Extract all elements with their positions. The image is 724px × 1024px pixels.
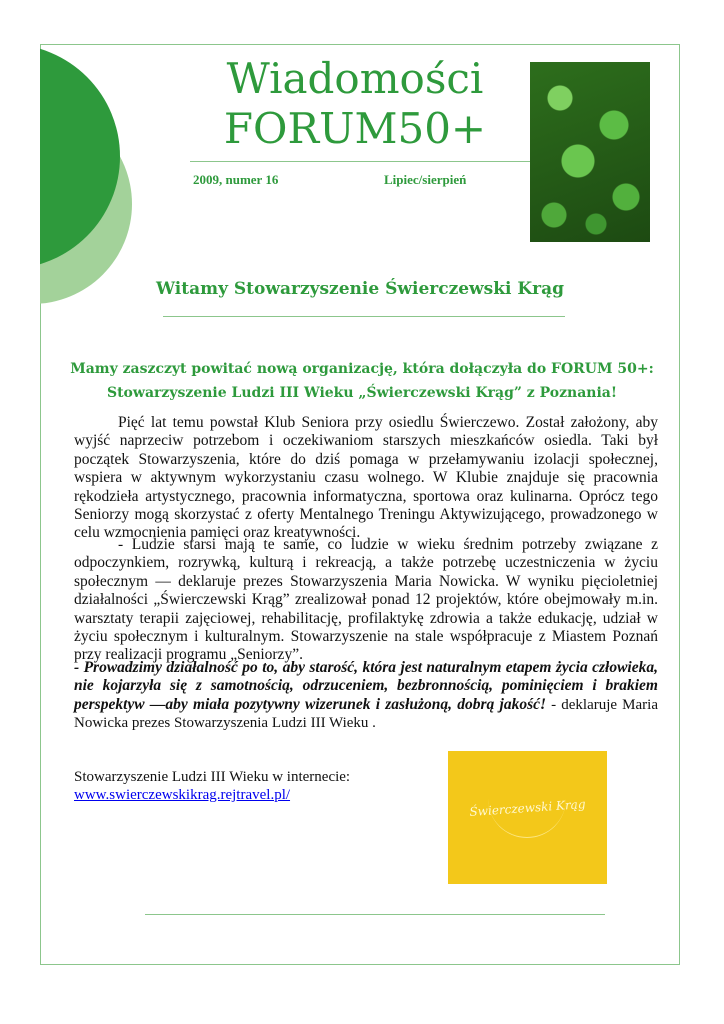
website-link[interactable]: www.swierczewskikrag.rejtravel.pl/ [74,787,291,803]
newsletter-title [190,54,520,154]
paragraph-3 [74,659,658,733]
footer-divider [145,914,605,915]
paragraph-3-text [74,659,658,733]
quote-text: - Prowadzimy działalność po to, aby starość, która jest naturalnym etapem życia człowieka, nie kojarzyła się z samotnością, odrzuceniem, bezbronnością, pominięciem i brakiem perspektyw —aby miała pozytywny wizerunek i zasłużoną, dobrą jakość! [74,659,658,713]
paragraph-1-text: Pięć lat temu powstał Klub Seniora przy osiedlu Świerczewo. Został założony, aby wyjść naprzeciw potrzebom i oczekiwaniom starszych mieszkańców osiedla. Taki był początek Stowarzyszenia, które do dziś pomaga w przełamywaniu izolacji społecznej, wspiera w aktywnym wykorzystaniu czasu wolnego. W Klubie znajduje się pracownia rękodzieła artystycznego, pracownia informatyczna, sportowa oraz kulinarna. Oprócz tego Seniorzy mogą skorzystać z oferty Mentalnego Treningu Aktywizującego, prowadzonego w celu wzmocnienia pamięci oraz kreatywności. [74,414,658,542]
logo-text: Świerczewski Krąg [469,796,586,820]
internet-label: Stowarzyszenie Ludzi III Wieku w internecie: [74,769,351,785]
issue-number: 2009, numer 16 [193,172,279,187]
issue-period: Lipiec/sierpień [384,172,467,187]
heading-divider [163,316,565,317]
title-line-2: FORUM50+ [223,104,487,153]
article-heading: Witamy Stowarzyszenie Świerczewski Krąg [155,279,565,299]
masthead-divider [190,161,530,162]
title-line-1: Wiadomości [226,54,484,103]
internet-section [74,768,404,804]
decorative-circles [40,44,140,304]
lead-line-2: Stowarzyszenie Ludzi III Wieku „Świerczewski Krąg” z Poznania! [106,385,618,401]
paragraph-2 [74,536,658,665]
paragraph-2-text: - Ludzie starsi mają te same, co ludzie w wieku średnim potrzeby związane z odpoczynkiem, rozrywką, kulturą i rekreacją, a także potrzebę uczestniczenia w życiu społecznym — deklaruje prezes Stowarzyszenia Maria Nowicka. W wyniku pięcioletniej działalności „Świerczewski Krąg” zrealizował ponad 12 projektów, które obejmowały m.in. warsztaty terapii zajęciowej, rehabilitację, profilaktykę zdrowia a także edukację, udział w życiu społecznym i kulturalnym. Stowarzyszenie na stale współpracuje z Miastem Poznań przy realizacji programu „Seniorzy”. [74,536,658,664]
issue-info [193,172,493,188]
association-logo [448,751,607,884]
quote-attribution: - deklaruje Maria Nowicka prezes Stowarzyszenia Ludzi III Wieku . [74,696,658,732]
lead-line-1: Mamy zaszczyt powitać nową organizację, która dołączyła do FORUM 50+: [70,361,654,377]
clover-photo [530,62,650,242]
paragraph-1 [74,414,658,543]
